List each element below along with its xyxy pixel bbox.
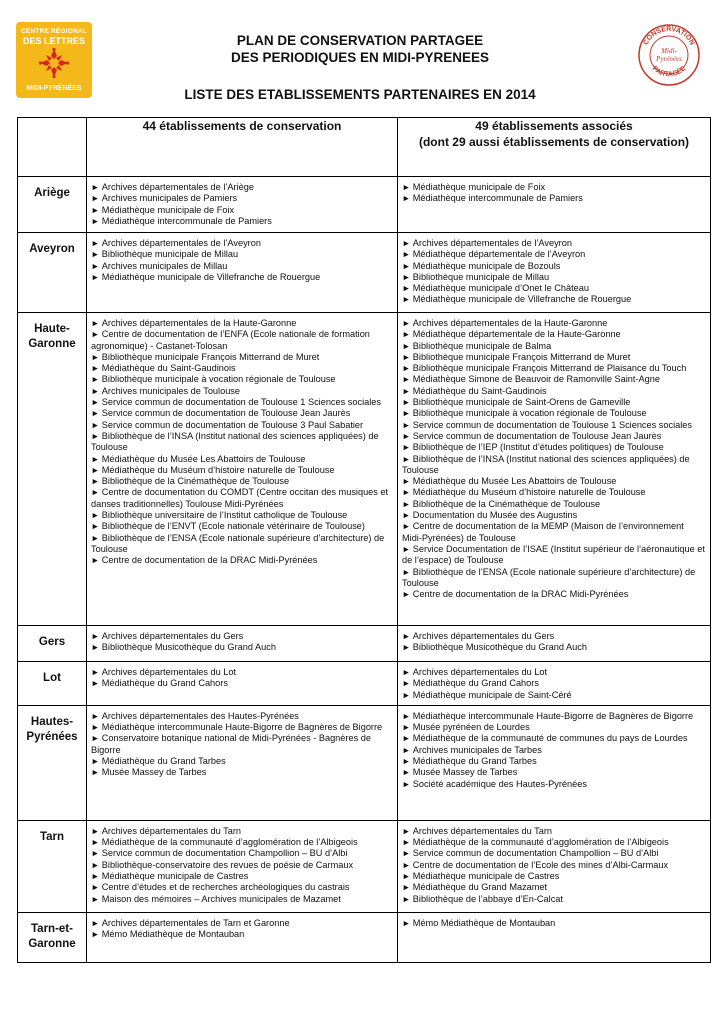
conservation-cell xyxy=(87,313,398,626)
associes-list xyxy=(402,182,706,205)
list-item: ► Archives municipales de Pamiers xyxy=(91,193,393,204)
table-row xyxy=(18,662,711,706)
region-cell xyxy=(18,662,87,706)
list-item: ► Société académique des Hautes-Pyrénées xyxy=(402,779,706,790)
region-cell xyxy=(18,233,87,313)
list-item: ► Médiathèque intercommunale de Pamiers xyxy=(91,216,393,227)
list-item: ► Bibliothèque de l’INSA (Institut national des sciences appliquées) de Toulouse xyxy=(402,454,706,477)
list-item: ► Bibliothèque de l’abbaye d’En-Calcat xyxy=(402,894,706,905)
svg-text:Midi-: Midi- xyxy=(661,47,677,55)
region-cell xyxy=(18,177,87,233)
list-item: ► Archives départementales du Gers xyxy=(402,631,706,642)
table-row xyxy=(18,705,711,820)
associes-cell xyxy=(398,912,711,962)
conservation-list xyxy=(91,918,393,941)
list-item: ► Musée pyrénéen de Lourdes xyxy=(402,722,706,733)
table-row xyxy=(18,626,711,662)
list-item: ► Mémo Médiathèque de Montauban xyxy=(91,929,393,940)
conservation-list xyxy=(91,667,393,690)
list-item: ► Archives départementales de l’Aveyron xyxy=(91,238,393,249)
list-item: ► Archives municipales de Tarbes xyxy=(402,745,706,756)
list-item: ► Bibliothèque municipale à vocation régionale de Toulouse xyxy=(91,374,393,385)
list-item: ► Médiathèque du Muséum d’histoire naturelle de Toulouse xyxy=(402,487,706,498)
list-item: ► Bibliothèque de l’ENSA (Ecole nationale supérieure d’architecture) de Toulouse xyxy=(402,567,706,590)
list-item: ► Service commun de documentation Champollion – BU d’Albi xyxy=(91,848,393,859)
list-item: ► Archives départementales du Tarn xyxy=(91,826,393,837)
list-item: ► Médiathèque du Muséum d’histoire naturelle de Toulouse xyxy=(91,465,393,476)
conservation-partagee-logo xyxy=(636,22,702,88)
associes-cell xyxy=(398,177,711,233)
partners-table xyxy=(17,117,711,963)
list-item: ► Médiathèque municipale de Foix xyxy=(91,205,393,216)
region-cell xyxy=(18,705,87,820)
list-item: ► Documentation du Musée des Augustins xyxy=(402,510,706,521)
list-item: ► Médiathèque municipale de Foix xyxy=(402,182,706,193)
svg-text:PARTAGÉE xyxy=(651,65,688,79)
associes-cell xyxy=(398,626,711,662)
list-item: ► Médiathèque Simone de Beauvoir de Ramonville Saint-Agne xyxy=(402,374,706,385)
list-item: ► Médiathèque départementale de la Haute-Garonne xyxy=(402,329,706,340)
conservation-cell xyxy=(87,912,398,962)
list-item: ► Bibliothèque de l’IEP (Institut d’études politiques) de Toulouse xyxy=(402,442,706,453)
associes-list xyxy=(402,711,706,790)
logo-left-line1: CENTRE RÉGIONAL xyxy=(21,28,87,35)
occitan-cross-icon xyxy=(38,47,70,79)
region-label: Tarn xyxy=(39,830,65,843)
region-label: Gers xyxy=(38,636,66,648)
logo-left-line3: MIDI-PYRÉNÉES xyxy=(26,85,82,92)
list-item: ► Archives départementales de l’Ariège xyxy=(91,182,393,193)
conservation-cell xyxy=(87,820,398,912)
associes-list xyxy=(402,667,706,701)
conservation-list xyxy=(91,631,393,654)
list-item: ► Archives départementales de la Haute-Garonne xyxy=(91,318,393,329)
header-associes xyxy=(398,118,711,177)
list-item: ► Médiathèque de la communauté d’agglomération de l’Albigeois xyxy=(91,837,393,848)
list-item: ► Service commun de documentation de Toulouse 3 Paul Sabatier xyxy=(91,420,393,431)
region-label: Haute- Garonne xyxy=(28,323,76,350)
list-item: ► Bibliothèque Musicothèque du Grand Auch xyxy=(91,642,393,653)
list-item: ► Centre de documentation de la DRAC Midi-Pyrénées xyxy=(402,589,706,600)
region-cell xyxy=(18,912,87,962)
list-item: ► Bibliothèque-conservatoire des revues de poésie de Carmaux xyxy=(91,860,393,871)
header-associes-line2: (dont 29 aussi établissements de conservation) xyxy=(418,135,690,149)
region-label: Aveyron xyxy=(29,243,75,255)
list-item: ► Médiathèque municipale de Bozouls xyxy=(402,261,706,272)
logo-right-bottom-text: PARTAGÉE xyxy=(650,65,688,79)
list-item: ► Centre de documentation de la MEMP (Maison de l’environnement Midi-Pyrénées) de Toulouse xyxy=(402,521,706,544)
svg-text:Pyrénées: Pyrénées xyxy=(656,55,682,63)
list-item: ► Médiathèque municipale de Saint-Céré xyxy=(402,690,706,701)
list-item: ► Service commun de documentation de Toulouse Jean Jaurès xyxy=(402,431,706,442)
list-item: ► Bibliothèque municipale de Millau xyxy=(91,249,393,260)
list-item: ► Service commun de documentation de Toulouse Jean Jaurès xyxy=(91,408,393,419)
list-item: ► Bibliothèque municipale François Mitterrand de Muret xyxy=(402,352,706,363)
region-label: Lot xyxy=(43,672,61,684)
list-item: ► Bibliothèque municipale à vocation régionale de Toulouse xyxy=(402,408,706,419)
list-item: ► Bibliothèque municipale François Mitterrand de Muret xyxy=(91,352,393,363)
list-item: ► Musée Massey de Tarbes xyxy=(91,767,393,778)
page-title-line1: PLAN DE CONSERVATION PARTAGEE xyxy=(236,33,484,48)
region-label: Tarn-et- Garonne xyxy=(28,922,76,950)
associes-list xyxy=(402,238,706,306)
list-item: ► Centre de documentation de l’Ecole des mines d’Albi-Carmaux xyxy=(402,860,706,871)
list-item: ► Médiathèque du Grand Tarbes xyxy=(402,756,706,767)
list-item: ► Bibliothèque municipale de Saint-Orens de Gameville xyxy=(402,397,706,408)
table-body xyxy=(18,177,711,963)
list-item: ► Centre d’études et de recherches archéologiques du castrais xyxy=(91,882,393,893)
list-item: ► Archives départementales de la Haute-Garonne xyxy=(402,318,706,329)
list-item: ► Médiathèque du Musée Les Abattoirs de Toulouse xyxy=(402,476,706,487)
conservation-cell xyxy=(87,233,398,313)
list-item: ► Médiathèque du Grand Cahors xyxy=(402,678,706,689)
list-item: ► Archives départementales des Hautes-Pyrénées xyxy=(91,711,393,722)
list-item: ► Centre de documentation de la DRAC Midi-Pyrénées xyxy=(91,555,393,566)
list-item: ► Bibliothèque municipale de Millau xyxy=(402,272,706,283)
header-conservation-label: 44 établissements de conservation xyxy=(142,119,342,133)
conservation-cell xyxy=(87,626,398,662)
associes-list xyxy=(402,918,706,929)
list-item: ► Centre de documentation de l’ENFA (Ecole nationale de formation agronomique) - Castanet-Tolosan xyxy=(91,329,393,352)
list-item: ► Bibliothèque Musicothèque du Grand Auch xyxy=(402,642,706,653)
list-item: ► Médiathèque du Musée Les Abattoirs de Toulouse xyxy=(91,454,393,465)
associes-cell xyxy=(398,705,711,820)
list-item: ► Maison des mémoires – Archives municipales de Mazamet xyxy=(91,894,393,905)
list-item: ► Bibliothèque municipale François Mitterrand de Plaisance du Touch xyxy=(402,363,706,374)
logo-right-top-text: CONSERVATION xyxy=(642,25,696,47)
page-title-line2: DES PERIODIQUES EN MIDI-PYRENEES xyxy=(230,50,490,65)
associes-cell xyxy=(398,662,711,706)
list-item: ► Médiathèque intercommunale de Pamiers xyxy=(402,193,706,204)
list-item: ► Archives départementales de Tarn et Garonne xyxy=(91,918,393,929)
list-item: ► Bibliothèque de la Cinémathèque de Toulouse xyxy=(91,476,393,487)
associes-cell xyxy=(398,233,711,313)
list-item: ► Bibliothèque de l’INSA (Institut national des sciences appliquées) de Toulouse xyxy=(91,431,393,454)
list-item: ► Bibliothèque de l’ENVT (Ecole nationale vétérinaire de Toulouse) xyxy=(91,521,393,532)
header-associes-line1: 49 établissements associés xyxy=(475,119,633,133)
list-item: ► Médiathèque du Grand Tarbes xyxy=(91,756,393,767)
list-item: ► Service commun de documentation de Toulouse 1 Sciences sociales xyxy=(402,420,706,431)
list-item: ► Archives départementales du Lot xyxy=(91,667,393,678)
table-row xyxy=(18,912,711,962)
list-item: ► Archives départementales de l’Aveyron xyxy=(402,238,706,249)
conservation-cell xyxy=(87,705,398,820)
list-item: ► Médiathèque municipale de Villefranche de Rouergue xyxy=(402,294,706,305)
list-item: ► Médiathèque intercommunale Haute-Bigorre de Bagnères de Bigorre xyxy=(91,722,393,733)
region-cell xyxy=(18,626,87,662)
list-item: ► Service commun de documentation Champollion – BU d’Albi xyxy=(402,848,706,859)
region-label: Ariège xyxy=(34,187,70,199)
region-label: Hautes- Pyrénées xyxy=(26,715,78,743)
associes-list xyxy=(402,826,706,905)
list-item: ► Médiathèque du Grand Mazamet xyxy=(402,882,706,893)
table-row xyxy=(18,177,711,233)
header-conservation xyxy=(87,118,398,177)
table-row xyxy=(18,233,711,313)
associes-cell xyxy=(398,313,711,626)
conservation-list xyxy=(91,826,393,905)
conservation-cell xyxy=(87,177,398,233)
logo-left-line2: DES LETTRES xyxy=(22,36,85,46)
list-item: ► Médiathèque de la communauté d’agglomération de l’Albigeois xyxy=(402,837,706,848)
list-item: ► Archives départementales du Tarn xyxy=(402,826,706,837)
region-cell xyxy=(18,313,87,626)
table-row xyxy=(18,313,711,626)
list-item: ► Médiathèque municipale de Castres xyxy=(402,871,706,882)
list-item: ► Centre de documentation du COMDT (Centre occitan des musiques et danses traditionnelles) Toulouse Midi-Pyrénées xyxy=(91,487,393,510)
list-item: ► Médiathèque du Grand Cahors xyxy=(91,678,393,689)
list-item: ► Médiathèque du Saint-Gaudinois xyxy=(402,386,706,397)
conservation-list xyxy=(91,182,393,227)
list-item: ► Musée Massey de Tarbes xyxy=(402,767,706,778)
conservation-cell xyxy=(87,662,398,706)
list-item: ► Mémo Médiathèque de Montauban xyxy=(402,918,706,929)
list-item: ► Médiathèque du Saint-Gaudinois xyxy=(91,363,393,374)
list-item: ► Bibliothèque municipale de Balma xyxy=(402,341,706,352)
list-item: ► Médiathèque municipale de Castres xyxy=(91,871,393,882)
conservation-list xyxy=(91,711,393,779)
list-item: ► Bibliothèque universitaire de l’Institut catholique de Toulouse xyxy=(91,510,393,521)
associes-list xyxy=(402,631,706,654)
list-item: ► Archives municipales de Toulouse xyxy=(91,386,393,397)
list-item: ► Médiathèque départementale de l’Aveyron xyxy=(402,249,706,260)
list-item: ► Médiathèque intercommunale Haute-Bigorre de Bagnères de Bigorre xyxy=(402,711,706,722)
list-item: ► Archives départementales du Lot xyxy=(402,667,706,678)
list-item: ► Médiathèque municipale d’Onet le Château xyxy=(402,283,706,294)
list-item: ► Service commun de documentation de Toulouse 1 Sciences sociales xyxy=(91,397,393,408)
conservation-list xyxy=(91,318,393,567)
table-row xyxy=(18,820,711,912)
list-item: ► Conservatoire botanique national de Midi-Pyrénées - Bagnères de Bigorre xyxy=(91,733,393,756)
list-item: ► Service Documentation de l’ISAE (Institut supérieur de l’aéronautique et de l’espace) de Toulouse xyxy=(402,544,706,567)
page-subtitle: LISTE DES ETABLISSEMENTS PARTENAIRES EN 2014 xyxy=(184,87,536,102)
centre-regional-lettres-logo xyxy=(16,22,92,98)
list-item: ► Médiathèque de la communauté de communes du pays de Lourdes xyxy=(402,733,706,744)
list-item: ► Archives départementales du Gers xyxy=(91,631,393,642)
list-item: ► Archives municipales de Millau xyxy=(91,261,393,272)
conservation-list xyxy=(91,238,393,283)
table-header-row xyxy=(18,118,711,177)
associes-cell xyxy=(398,820,711,912)
header-empty-cell xyxy=(18,118,87,177)
list-item: ► Bibliothèque de la Cinémathèque de Toulouse xyxy=(402,499,706,510)
associes-list xyxy=(402,318,706,600)
region-cell xyxy=(18,820,87,912)
list-item: ► Bibliothèque de l’ENSA (Ecole nationale supérieure d’architecture) de Toulouse xyxy=(91,533,393,556)
list-item: ► Médiathèque municipale de Villefranche de Rouergue xyxy=(91,272,393,283)
